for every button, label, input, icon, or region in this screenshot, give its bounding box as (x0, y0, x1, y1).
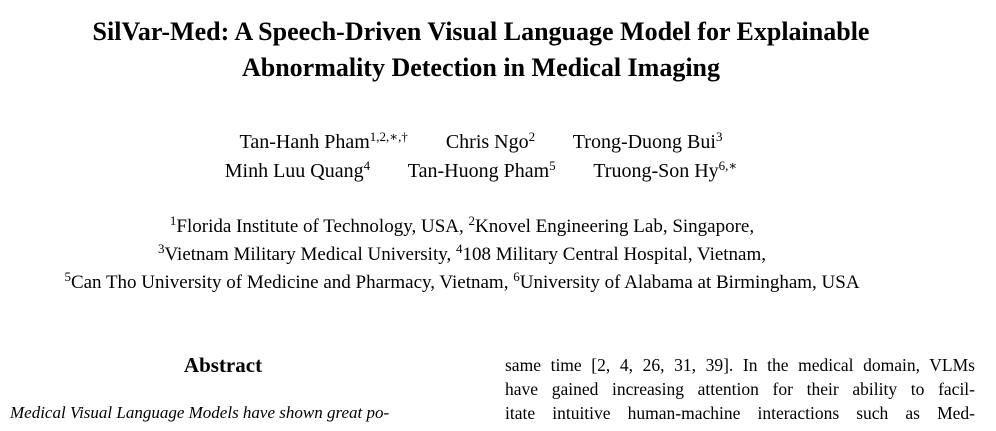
affil-sup: 4 (456, 240, 463, 256)
affil-text: 108 Military Central Hospital, Vietnam, (462, 244, 767, 265)
abstract-heading: Abstract (183, 353, 263, 377)
author-name: Trong-Duong Bui (572, 131, 716, 153)
author-name: Chris Ngo (445, 131, 529, 153)
affiliation-line-2 (0, 240, 924, 267)
author-affil-sup: 3 (715, 128, 723, 144)
affil-text: Knovel Engineering Lab, Singapore, (474, 216, 755, 237)
author-name: Minh Luu Quang (224, 160, 364, 182)
affil-text: Can Tho University of Medicine and Pharmacy, Vietnam, (70, 272, 514, 293)
authors-row-1 (0, 130, 962, 154)
author-affil-sup: 6,∗ (718, 157, 738, 173)
body-text-line: itate intuitive human-machine interactions such as Med- (505, 403, 975, 423)
title-line-2: Abnormality Detection in Medical Imaging (241, 53, 721, 82)
affil-text: University of Alabama at Birmingham, USA (519, 272, 860, 293)
affil-sup: 3 (157, 240, 165, 256)
affil-sup: 1 (169, 212, 177, 228)
affiliation-line-1 (0, 212, 924, 239)
body-text-line: have gained increasing attention for their ability to facil- (505, 379, 975, 399)
affil-sup: 5 (64, 268, 71, 284)
author-name: Truong-Son Hy (593, 160, 719, 182)
title-line-1: SilVar-Med: A Speech-Driven Visual Language Model for Explainable (92, 17, 870, 46)
abstract-text-line: Medical Visual Language Models have shown great po- (10, 403, 390, 422)
author-affil-sup: 2 (528, 128, 536, 144)
author-name: Tan-Huong Pham (407, 160, 550, 182)
author-affil-sup: 5 (549, 157, 556, 173)
author-name: Tan-Hanh Pham (239, 131, 370, 153)
affil-sup: 6 (513, 268, 520, 284)
author-affil-sup: 4 (363, 157, 371, 173)
authors-row-2 (0, 159, 962, 183)
affil-sup: 2 (468, 212, 475, 228)
affil-text: Florida Institute of Technology, USA, (176, 216, 469, 237)
affiliation-line-3 (0, 268, 924, 295)
paper-title (0, 14, 962, 86)
body-text-line: same time [2, 4, 26, 31, 39]. In the medical domain, VLMs (505, 355, 975, 375)
affil-text: Vietnam Military Medical University, (164, 244, 456, 265)
author-affil-sup: 1,2,∗,† (369, 128, 408, 144)
